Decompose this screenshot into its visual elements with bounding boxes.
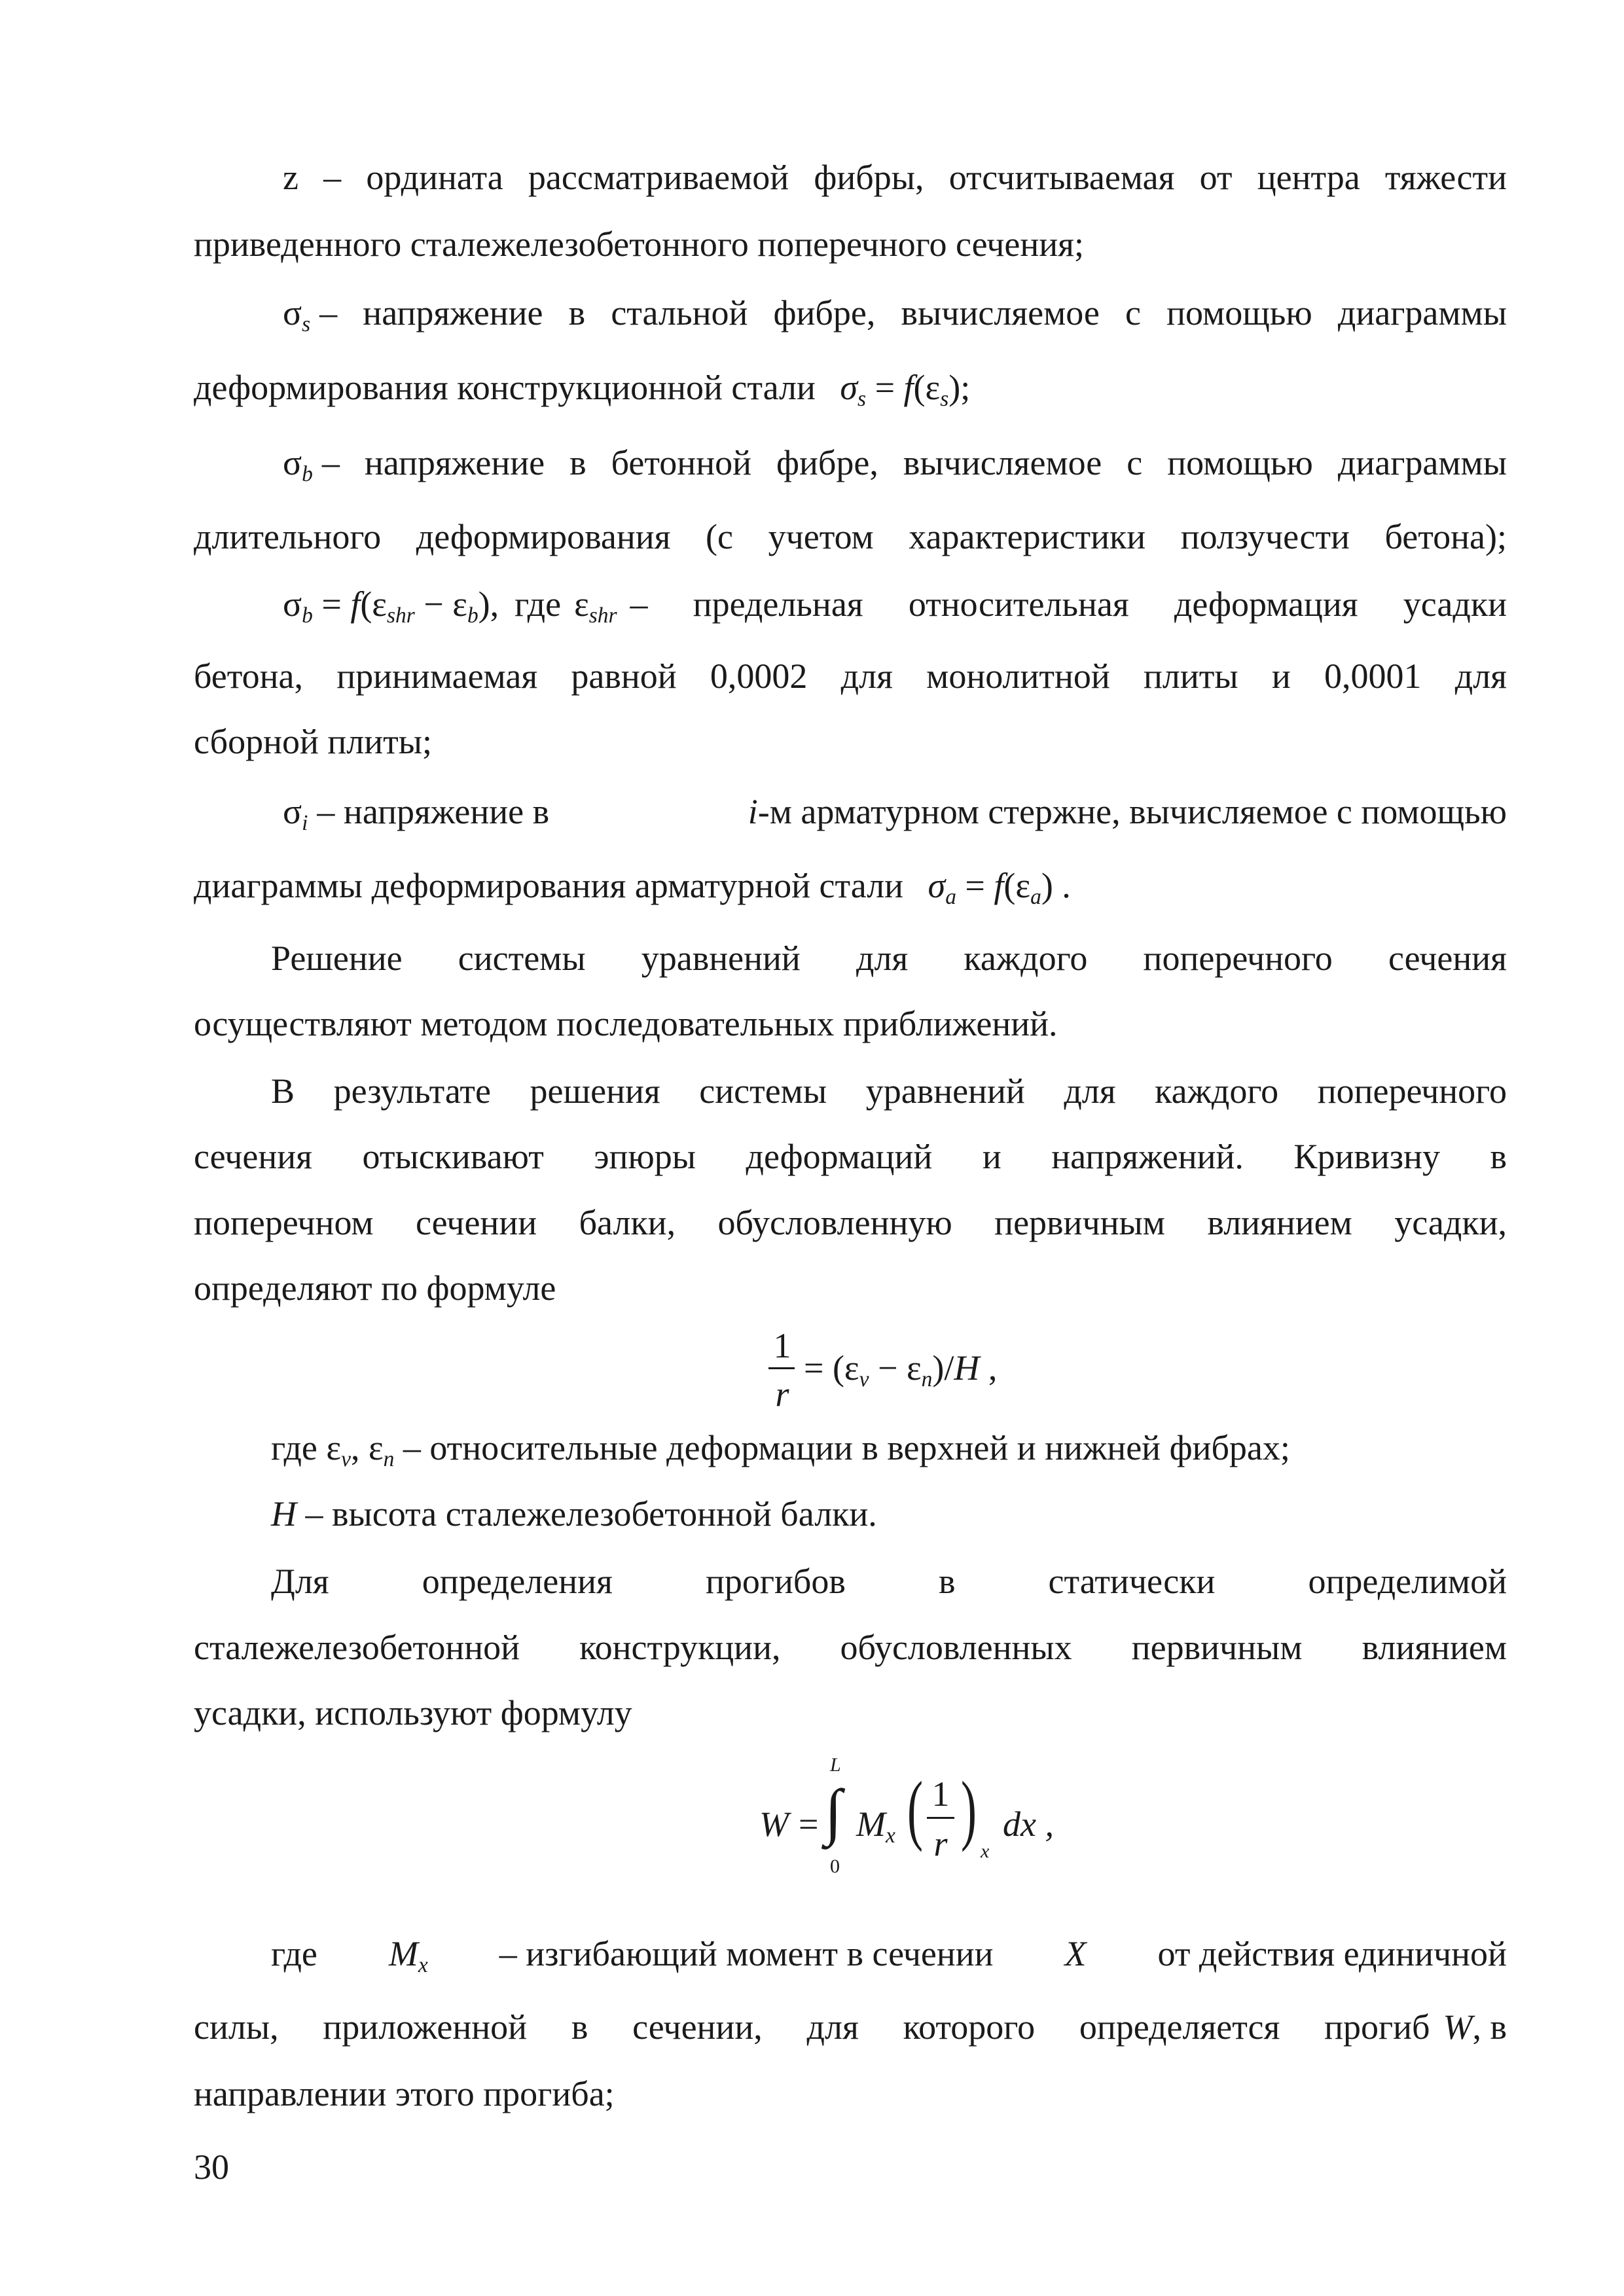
formula-sigma-b-line [283,584,1507,628]
paren-subscript: x [981,1840,990,1862]
fraction-bar [927,1817,954,1819]
paragraph-line [194,1270,556,1306]
text: – напряжение в i-м арматурном стержне, вычисляемое с помощью [317,792,1507,831]
definition-sigma-b [283,443,1507,487]
paragraph-line [271,1428,1290,1472]
symbol: $\sigma_s$ [283,293,311,337]
text: сечения отыскивают эпюры деформаций и напряжений. Кривизну в [194,1137,1507,1176]
eq-dx: dx , [1003,1804,1054,1844]
text: приведенного сталежелезобетонного поперечного сечения; [194,224,1084,264]
text: диаграммы деформирования арматурной стали [194,866,904,905]
text: Решение системы уравнений для каждого поперечного сечения [271,939,1507,978]
integral-lower-limit: 0 [830,1856,840,1877]
symbol: $\varepsilon_{shr}$ [574,584,617,628]
formula-sigma-s: $\sigma_s = f(\varepsilon_s)$; [840,368,971,412]
text: В результате решения системы уравнений для каждого поперечного [271,1071,1507,1111]
paragraph-line [194,368,971,412]
text: z – ордината рассматриваемой фибры, отсчитываемая от центра тяжести [283,158,1507,197]
definition-sigma-s [283,293,1507,337]
paragraph-line [194,1630,1507,1665]
definition-sigma-i [283,792,1507,836]
integral-sign: ∫ [825,1776,842,1846]
text: поперечном сечении балки, обусловленную первичным влиянием усадки, [194,1203,1507,1242]
text: где [514,584,562,624]
text: деформирования конструкционной стали [194,368,816,407]
text: где $\varepsilon_v$, $\varepsilon_n$ – относительные деформации в верхней и нижней фибрах; [271,1428,1290,1472]
text: – напряжение в стальной фибре, вычисляемое с помощью диаграммы [319,293,1507,332]
text: сталежелезобетонной конструкции, обусловленных первичным влиянием [194,1628,1507,1667]
equation-deflection [759,1754,1100,1878]
paragraph-line [271,1564,1507,1599]
paren-close: ) [960,1765,977,1852]
text: – предельная относительная деформация усадки [630,584,1507,624]
formula-sigma-a: $\sigma_a = f(\varepsilon_a)$ . [928,866,1071,910]
fraction-denominator: r [933,1824,948,1863]
paragraph-line [194,1205,1507,1240]
equation-curvature [766,1325,1093,1417]
paragraph-line [194,866,1071,910]
paragraph-line [194,226,1084,262]
text: – напряжение в бетонной фибре, вычисляемое с помощью диаграммы [321,443,1507,482]
fraction-numerator: 1 [773,1326,791,1365]
formula-sigma-b: $\sigma_b = f(\varepsilon_{shr} - \varepsilon_b)$, [283,584,499,628]
paragraph-line [283,160,1507,195]
text: длительного деформирования (с учетом характеристики ползучести бетона); [194,517,1507,556]
paragraph-line [271,1496,877,1532]
paragraph-line [194,2076,615,2111]
paragraph-line [194,724,432,759]
paragraph-line [271,1073,1507,1109]
text: усадки, используют формулу [194,1693,632,1732]
paragraph-line [194,1695,632,1731]
page-number: 30 [194,2147,229,2187]
paragraph-line [194,1006,1058,1041]
text: осуществляют методом последовательных приближений. [194,1004,1058,1043]
definition-Mx: где $M_x$ – изгибающий момент в сечении X от действия единичной [271,1934,1507,1978]
text: сборной плиты; [194,722,433,761]
paragraph-line: силы, приложенной в сечении, для которого определяется прогиб W, в [194,2007,1507,2047]
paragraph-line [194,1139,1507,1174]
text: определяют по формуле [194,1268,556,1308]
fraction-denominator: r [775,1374,789,1414]
paragraph-line [194,658,1507,694]
integral-upper-limit: L [830,1754,841,1776]
fraction-numerator: 1 [931,1774,950,1814]
symbol: $\sigma_b$ [283,443,313,487]
text: H – высота сталежелезобетонной балки. [271,1494,877,1534]
eq-equals: = [799,1804,819,1844]
equation-rhs: = $(\varepsilon_v - \varepsilon_n)/H$ , [804,1348,998,1392]
paren-open: ( [907,1765,923,1852]
eq-W: W [759,1804,789,1844]
fraction-bar [768,1367,795,1369]
symbol: $\sigma_i$ [283,792,308,836]
paragraph-line [271,941,1507,976]
text: бетона, принимаемая равной 0,0002 для монолитной плиты и 0,0001 для [194,656,1507,696]
eq-M: $M_x$ [856,1804,895,1848]
text: направлении этого прогиба; [194,2074,615,2113]
paragraph-line [194,519,1507,554]
text: Для определения прогибов в статически определимой [271,1562,1507,1601]
